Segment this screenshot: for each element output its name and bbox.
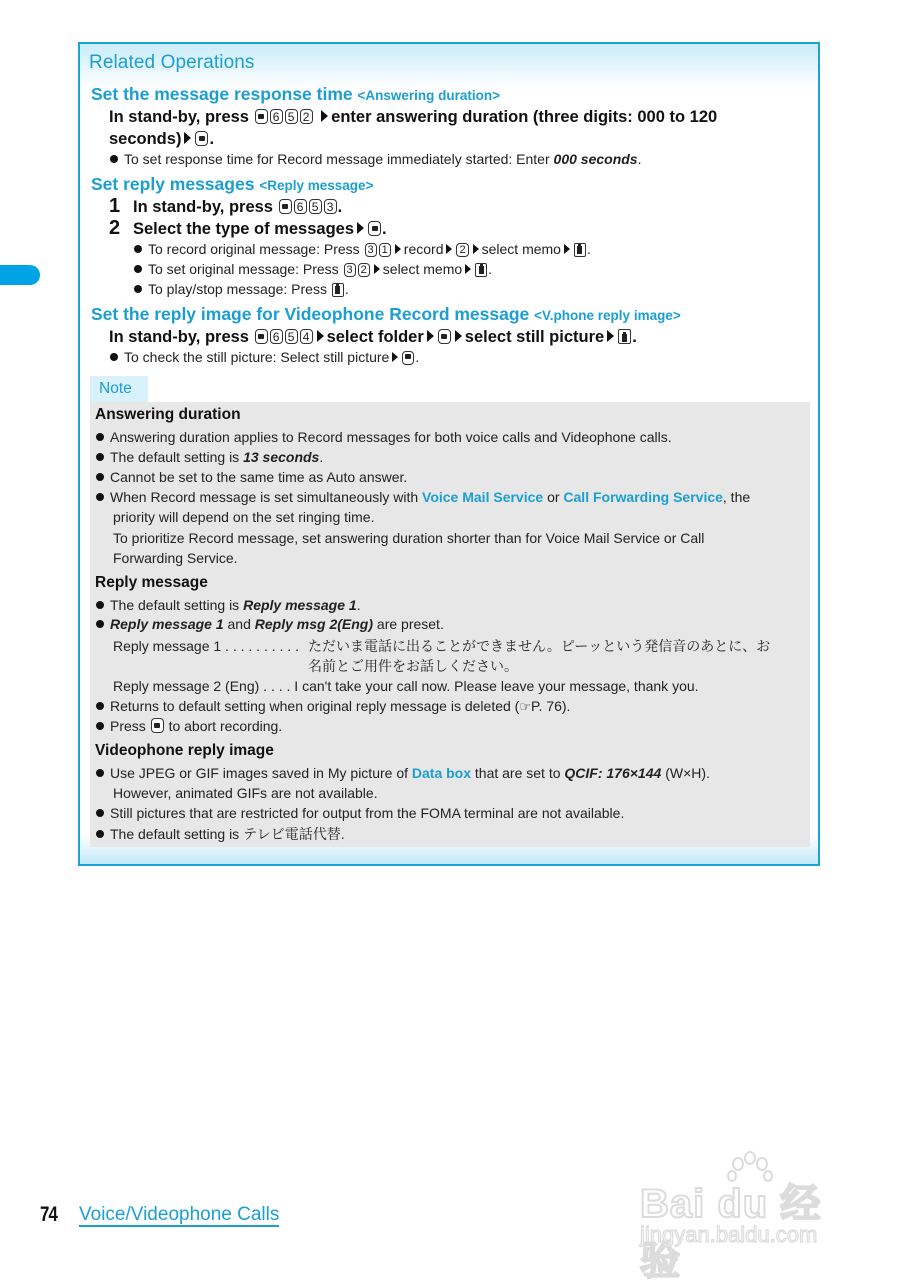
- key-icon: 3: [365, 243, 377, 257]
- watermark-url: jingyan.baidu.com: [640, 1222, 818, 1247]
- key-icon: 2: [456, 243, 468, 257]
- note-item: Reply message 1 and Reply msg 2(Eng) are preset.: [96, 614, 444, 634]
- note-panel: [90, 402, 810, 847]
- page-number: 74: [40, 1203, 58, 1226]
- menu-key-icon: [255, 329, 268, 344]
- section-footer-link[interactable]: Voice/Videophone Calls: [79, 1204, 280, 1225]
- bullet-icon: [134, 285, 142, 293]
- reply-message-1-label: Reply message 1 . . . . . . . . . .: [113, 638, 299, 654]
- menu-key-icon: [368, 221, 381, 236]
- bullet-icon: [96, 453, 104, 461]
- link-call-forwarding-service[interactable]: Call Forwarding Service: [563, 489, 723, 505]
- link-voice-mail-service[interactable]: Voice Mail Service: [422, 489, 544, 505]
- step-response-time-cont: seconds) .: [109, 130, 215, 148]
- menu-key-icon: [195, 131, 208, 146]
- key-icon: 6: [270, 329, 283, 344]
- arrow-right-icon: [564, 244, 570, 254]
- arrow-right-icon: [317, 330, 324, 342]
- note-item: Answering duration applies to Record messages for both voice calls and Videophone calls.: [96, 427, 672, 447]
- arrow-right-icon: [392, 352, 398, 362]
- bullet-set-original: To set original message: Press 3 2 select memo .: [134, 259, 492, 279]
- baidu-watermark: [640, 1150, 860, 1283]
- note-item-cont: To prioritize Record message, set answering duration shorter than for Voice Mail Service or Call: [113, 530, 705, 546]
- menu-key-icon: [279, 199, 292, 214]
- note-item-cont: However, animated GIFs are not available.: [113, 785, 378, 801]
- bullet-icon: [96, 702, 104, 710]
- bullet-icon: [96, 620, 104, 628]
- arrow-right-icon: [184, 132, 191, 144]
- key-icon: 5: [309, 199, 322, 214]
- arrow-right-icon: [357, 222, 364, 234]
- note-heading-reply: Reply message: [95, 574, 208, 591]
- key-icon: 2: [358, 263, 370, 277]
- reply-message-2: Reply message 2 (Eng) . . . . I can't take your call now. Please leave your message, thank you.: [113, 678, 699, 694]
- note-item: Press to abort recording.: [96, 716, 282, 736]
- key-icon: 3: [324, 199, 337, 214]
- step-1: 1 In stand-by, press 6 5 3 .: [109, 195, 343, 217]
- step-2: 2 Select the type of messages .: [109, 217, 387, 239]
- watermark-logo: Bai du 经验: [640, 1182, 822, 1283]
- note-item-cont: priority will depend on the set ringing time.: [113, 509, 375, 525]
- step-response-time: In stand-by, press 6 5 2 enter answering duration (three digits: 000 to 120: [109, 108, 718, 126]
- bullet-icon: [110, 353, 118, 361]
- mail-key-icon: [475, 263, 487, 277]
- menu-key-icon: [151, 718, 164, 733]
- page-reference-icon: ☞: [519, 699, 531, 714]
- note-item: The default setting is テレビ電話代替.: [96, 824, 345, 844]
- mail-key-icon: [332, 283, 344, 297]
- bullet-icon: [96, 601, 104, 609]
- key-icon: 6: [270, 109, 283, 124]
- key-icon: 5: [285, 109, 298, 124]
- section-heading-response-time: Set the message response time <Answering duration>: [91, 84, 501, 104]
- section-heading-reply-image: Set the reply image for Videophone Record message <V.phone reply image>: [91, 304, 681, 324]
- arrow-right-icon: [465, 264, 471, 274]
- arrow-right-icon: [321, 110, 328, 122]
- mail-key-icon: [618, 329, 631, 344]
- step-reply-image: In stand-by, press 6 5 4 select folder select still picture .: [109, 328, 637, 346]
- bullet-immediate: To set response time for Record message immediately started: Enter 000 seconds.: [110, 149, 641, 169]
- arrow-right-icon: [455, 330, 462, 342]
- menu-key-icon: [255, 109, 268, 124]
- note-tab: Note: [90, 376, 148, 402]
- note-item: When Record message is set simultaneously with Voice Mail Service or Call Forwarding Service, the: [96, 487, 750, 507]
- key-icon: 5: [285, 329, 298, 344]
- arrow-right-icon: [607, 330, 614, 342]
- key-icon: 1: [379, 243, 391, 257]
- bullet-icon: [110, 155, 118, 163]
- reply-message-1-text-cont: 名前とご用件をお話しください。: [308, 658, 518, 674]
- key-icon: 2: [300, 109, 313, 124]
- reply-message-1-text: ただいま電話に出ることができません。ピーッという発信音のあとに、お: [308, 638, 771, 654]
- bullet-icon: [96, 722, 104, 730]
- bullet-icon: [96, 809, 104, 817]
- bullet-icon: [96, 769, 104, 777]
- note-item: Cannot be set to the same time as Auto answer.: [96, 467, 407, 487]
- mail-key-icon: [574, 243, 586, 257]
- bullet-icon: [96, 830, 104, 838]
- menu-key-icon: [402, 351, 414, 365]
- note-item-cont: Forwarding Service.: [113, 550, 238, 566]
- bullet-icon: [134, 245, 142, 253]
- arrow-right-icon: [395, 244, 401, 254]
- key-icon: 6: [294, 199, 307, 214]
- note-item: Returns to default setting when original reply message is deleted (☞P. 76).: [96, 696, 570, 717]
- section-heading-reply-messages: Set reply messages <Reply message>: [91, 174, 374, 194]
- arrow-right-icon: [473, 244, 479, 254]
- note-item: The default setting is Reply message 1.: [96, 595, 361, 615]
- arrow-right-icon: [446, 244, 452, 254]
- bullet-icon: [96, 433, 104, 441]
- related-operations-box: [78, 42, 820, 866]
- link-data-box[interactable]: Data box: [411, 765, 472, 781]
- bullet-record-original: To record original message: Press 3 1 record 2 select memo .: [134, 239, 591, 259]
- note-heading-videophone-image: Videophone reply image: [95, 742, 274, 759]
- bullet-icon: [96, 473, 104, 481]
- menu-key-icon: [438, 329, 451, 344]
- arrow-right-icon: [427, 330, 434, 342]
- key-icon: 4: [300, 329, 313, 344]
- bullet-icon: [96, 493, 104, 501]
- chapter-side-tab: [0, 265, 40, 285]
- page-reference-link[interactable]: P. 76).: [531, 698, 571, 714]
- bullet-check-picture: To check the still picture: Select still picture .: [110, 347, 419, 367]
- bullet-play-stop: To play/stop message: Press .: [134, 279, 349, 299]
- key-icon: 3: [344, 263, 356, 277]
- note-item: Use JPEG or GIF images saved in My picture of Data box that are set to QCIF: 176×144 (W×H).: [96, 763, 710, 783]
- note-item: The default setting is 13 seconds.: [96, 447, 323, 467]
- note-item: Still pictures that are restricted for output from the FOMA terminal are not available.: [96, 803, 624, 823]
- box-title: Related Operations: [89, 52, 255, 73]
- bullet-icon: [134, 265, 142, 273]
- arrow-right-icon: [374, 264, 380, 274]
- note-heading-answering: Answering duration: [95, 406, 241, 423]
